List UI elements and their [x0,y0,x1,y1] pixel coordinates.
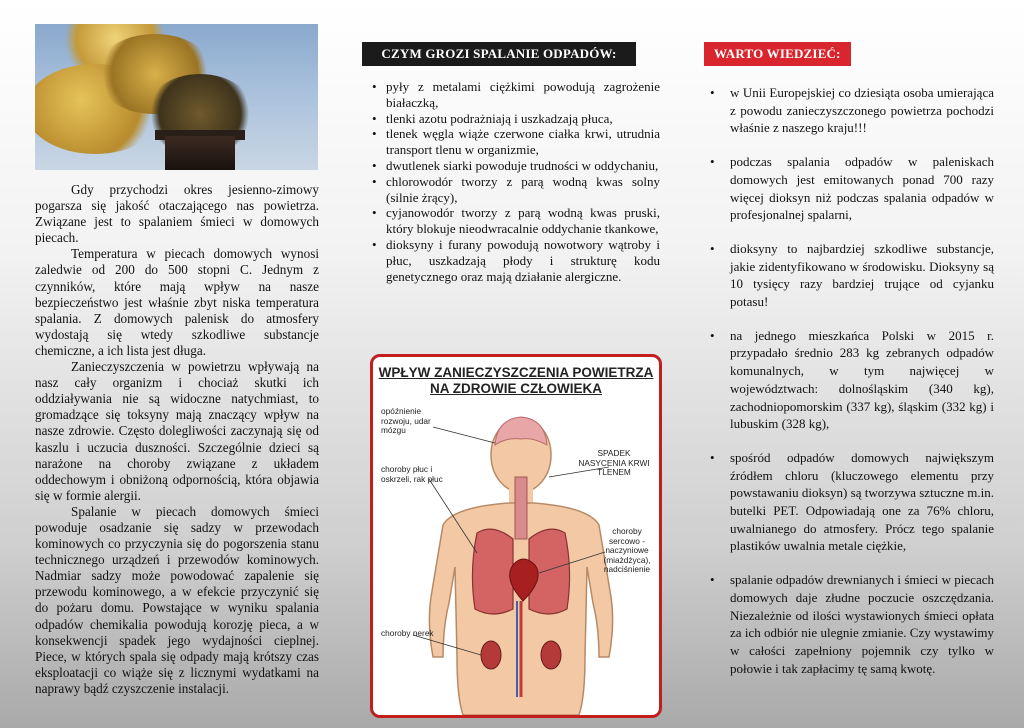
health-impact-poster [370,354,662,718]
poster-title [373,365,659,397]
health-paragraph: Zanieczyszczenia w powietrzu wpływają na nasz cały organizm i chociaż skutki ich oddziaływania nie są widoczne natychmiast, to gromadzące się toksyny mają znaczący wpływ na nasze zdrowie. Często dolegliwości zaczynają się od kaszlu i uczucia duszności. Szczególnie dzieci są narażone na choroby związane z układem oddechowym i obniżoną odpornością, która objawia się w formie alergii. [35,359,319,503]
list-item: • podczas spalania odpadów w paleniskach domowych jest emitowanych ponad 700 razy więcej dioksyn niż podczas spalania odpadów w profesjonalnej spalarni, [710,153,994,224]
list-item: • na jednego mieszkańca Polski w 2015 r. przypadało średnio 283 kg zebranych odpadów komunalnych, w tym najwięcej w województwach: dolnośląskim (340 kg), zachodniopomorskim (337 kg), śląskim (332 kg) i lubuskim (328 kg), [710,327,994,433]
list-item: • spośród odpadów domowych największym źródłem chloru (kluczowego elementu przy powstawaniu dioksyn) są tworzywa sztuczne m.in. butelki PET. Odpowiadają one za 76% chloru, uwalnianego do atmosfery. Prócz tego spalanie plastików uwalnia metale ciężkie, [710,449,994,555]
left-column [35,0,320,728]
threats-heading: CZYM GROZI SPALANIE ODPADÓW: [362,42,636,66]
list-item: • dwutlenek siarki powoduje trudności w oddychaniu, [372,158,660,174]
list-item: • dioksyny to najbardziej szkodliwe substancje, jakie zidentyfikowano w środowisku. Dioksyny są 10 tysięcy razy bardziej trujące od cyjanku potasu! [710,240,994,311]
intro-text [35,182,319,697]
facts-list [710,84,994,693]
facts-heading: WARTO WIEDZIEĆ: [704,42,851,66]
right-column [700,0,1000,728]
heart-label: choroby sercowo -naczyniowe (miażdżyca), nadciśnienie [603,526,651,574]
list-item: • chlorowodór tworzy z parą wodną kwas solny (silnie żrący), [372,174,660,206]
list-item: • spalanie odpadów drewnianych i śmieci w piecach domowych daje złudne poczucie oszczędzania. Niezależnie od ilości wystawionych śmieci opłata za ich odbiór nie ulegnie zmianie. Czy wystawimy w całości zapełniony pojemnik czy tylko w połowie i tak zapłacimy tę samą kwotę. [710,571,994,677]
list-item: • cyjanowodór tworzy z parą wodną kwas pruski, który blokuje nieodwracalnie oddychanie tkankowe, [372,205,660,237]
blood-oxygen-label: SPADEK NASYCENIA KRWI TLENEM [578,448,650,477]
poster-title-line: NA ZDROWIE CZŁOWIEKA [430,381,602,396]
poster-title-line: WPŁYW ZANIECZYSZCZENIA POWIETRZA [378,365,654,380]
list-item: • tlenki azotu podrażniają i uszkadzają płuca, [372,111,660,127]
list-item: • pyły z metalami ciężkimi powodują zagrożenie białaczką, [372,79,660,111]
chimney-smoke-photo [35,24,318,170]
middle-column [362,0,662,728]
list-item: • tlenek węgla wiąże czerwone ciałka krwi, utrudnia transport tlenu w organizmie, [372,126,660,158]
threats-list [372,79,660,284]
list-item: • w Unii Europejskiej co dziesiąta osoba umierająca z powodu zanieczyszczonego powietrza pochodzi właśnie z naszego kraju!!! [710,84,994,137]
list-item: • dioksyny i furany powodują nowotwory wątroby i płuc, uszkadzają płody i strukturę kodu genetycznego oraz mają działanie alergiczne. [372,237,660,284]
lungs-label: choroby płuc i oskrzeli, rak płuc [381,464,443,484]
kidneys-label: choroby nerek [381,628,434,638]
brain-label: opóźnienie rozwoju, udar mózgu [381,406,431,435]
temperature-paragraph: Temperatura w piecach domowych wynosi zaledwie od 200 do 500 stopni C. Jednym z czynników, które mają wpływ na nasze bezpieczeństwo jest właśnie zbyt niska temperatura spalania. Z domowych palenisk do atmosfery wydostają się wtedy szkodliwe substancje chemiczne, a ich lista jest długa. [35,246,319,358]
chimney-paragraph: Spalanie w piecach domowych śmieci powoduje osadzanie się sadzy w przewodach kominowych co przyczynia się do pogorszenia stanu technicznego urządzeń i przewodów kominowych. Nadmiar sadzy może powodować zapalenie się przewodu kominowego, a w efekcie przyczynić się do pożaru domu. Powstające w wyniku spalania odpadów chemikalia powodują korozję pieca, a w konsekwencji spadek jego wydajności cieplnej. Piece, w których spala się odpady mają krótszy czas eksploatacji co wiąże się z licznymi wydatkami na naprawy bądź czyszczenie instalacji. [35,503,319,696]
intro-paragraph: Gdy przychodzi okres jesienno-zimowy pogarsza się jakość otaczającego nas powietrza. Związane jest to spalaniem śmieci w domowych piecach. [35,182,319,246]
